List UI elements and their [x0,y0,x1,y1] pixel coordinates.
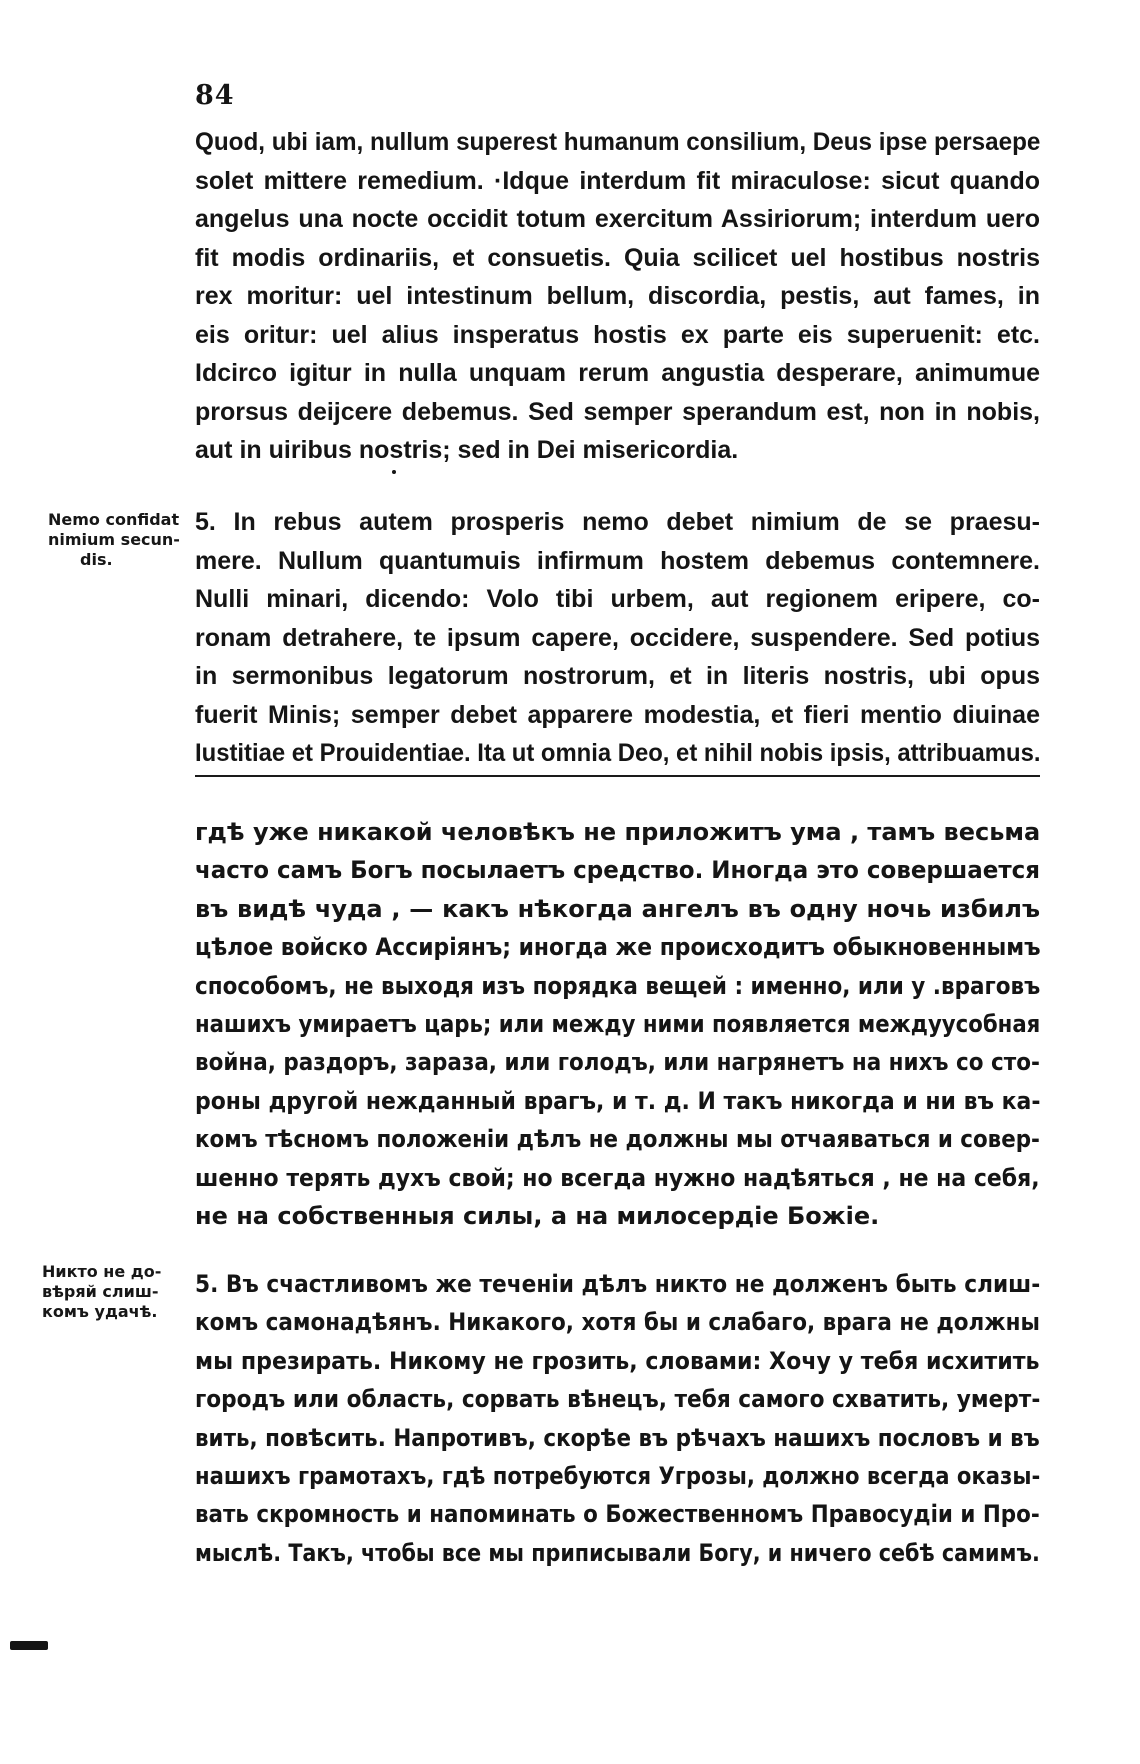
text-line: война, раздоръ, зараза, или голодъ, или нагрянетъ на нихъ со сто- [195,1048,1040,1077]
text-line: способомъ, не выходя изъ порядка вещей : именно, или у .враговъ [195,971,1041,1000]
text-line: часто самъ Богъ посылаетъ средство. Иногда это совершается [195,856,1041,885]
text-line: Quod, ubi iam, nullum superest humanum consilium, Deus ipse persaepe [195,128,1041,156]
text-line: fit modis ordinariis, et consuetis. Quia scilicet uel hostibus nostris [195,243,1040,272]
margin-note-latin [48,510,180,570]
text-line: нашихъ грамотахъ, гдѣ потребуются Угрозы, должно всегда оказы- [195,1462,1041,1491]
text-line: роны другой нежданный врагъ, и т. д. И такъ никогда и ни въ ка- [195,1086,1041,1115]
text-line: rex moritur: uel intestinum bellum, discordia, pestis, aut fames, in [195,282,1040,310]
text-line: гдѣ уже никакой человѣкъ не приложитъ ума , тамъ весьма [195,818,1041,846]
text-line: Nulli minari, dicendo: Volo tibi urbem, aut regionem eripere, co- [195,585,1040,613]
margin-note-line: комъ удачѣ. [42,1302,158,1321]
text-line: eis oritur: uel alius insperatus hostis ex parte eis superuenit: etc. [195,320,1040,349]
text-line: ronam detrahere, te ipsum capere, occidere, suspendere. Sed potius [195,623,1040,652]
text-line: solet mittere remedium. ·Idque interdum fit miraculose: sicut quando [195,166,1040,195]
text-line: in sermonibus legatorum nostrorum, et in literis nostris, ubi opus [195,662,1040,690]
margin-note-line: dis. [80,550,113,569]
text-line: комъ самонадѣянъ. Никакого, хотя бы и слабаго, врага не должны [195,1308,1040,1337]
text-line: мыслѣ. Такъ, чтобы все мы приписывали Богу, и ничего себѣ самимъ. [195,1538,1040,1567]
text-line: цѣлое войско Ассиріянъ; иногда же происходитъ обыкновеннымъ [195,933,1041,962]
russian-paragraph-2 [195,1265,1040,1572]
margin-note-line: nimium secun- [48,530,180,549]
russian-paragraph-1 [195,813,1040,1235]
text-line: шенно терять духъ свой; но всегда нужно надѣяться , не на себя, [195,1163,1040,1192]
latin-paragraph-1 [195,123,1040,470]
margin-note-russian [42,1262,161,1322]
text-line: не на собственныя силы, а на милосердіе Божіе. [195,1202,880,1231]
text-line: мы презирать. Никому не грозить, словами: Хочу у тебя исхитить [195,1346,1040,1375]
section-divider [195,775,1040,777]
text-line: комъ тѣсномъ положеніи дѣлъ не должны мы отчаяваться и совер- [195,1125,1040,1154]
text-line: angelus una nocte occidit totum exercitum Assiriorum; interdum uero [195,205,1040,233]
latin-paragraph-2 [195,503,1040,773]
page-number: 84 [195,80,235,111]
text-line: нашихъ умираетъ царь; или между ними появляется междуусобная [195,1010,1041,1039]
margin-note-line: Nemo confidat [48,510,180,529]
text-line: prorsus deijcere debemus. Sed semper sperandum est, non in nobis, [195,397,1040,426]
margin-note-line: Никто не до- [42,1262,162,1281]
ink-dot [392,470,396,474]
text-line: вить, повѣсить. Напротивъ, скорѣе въ рѣчахъ нашихъ пословъ и въ [195,1423,1040,1452]
text-line: вать скромность и напоминать о Божественномъ Правосудіи и Про- [195,1500,1040,1529]
text-line: 5. Въ счастливомъ же теченіи дѣлъ никто не долженъ быть слиш- [195,1270,1041,1298]
text-line: Iustitiae et Prouidentiae. Ita ut omnia Deo, et nihil nobis ipsis, attribuamus. [195,739,1041,767]
text-line: fuerit Minis; semper debet apparere modestia, et fieri mentio diuinae [195,700,1040,729]
text-line: городъ или область, сорвать вѣнецъ, тебя самого схватить, умерт- [195,1385,1041,1414]
margin-note-line: вѣряй слиш- [42,1282,159,1301]
ink-blot [10,1641,48,1650]
text-line: Idcirco igitur in nulla unquam rerum angustia desperare, animumue [195,359,1040,387]
text-line: въ видѣ чуда , — какъ нѣкогда ангелъ въ одну ночь избилъ [195,894,1040,923]
text-line: 5. In rebus autem prosperis nemo debet nimium de se praesu- [195,508,1040,536]
text-line: aut in uiribus nostris; sed in Dei misericordia. [195,436,739,464]
text-line: mere. Nullum quantumuis infirmum hostem debemus contemnere. [195,546,1040,575]
